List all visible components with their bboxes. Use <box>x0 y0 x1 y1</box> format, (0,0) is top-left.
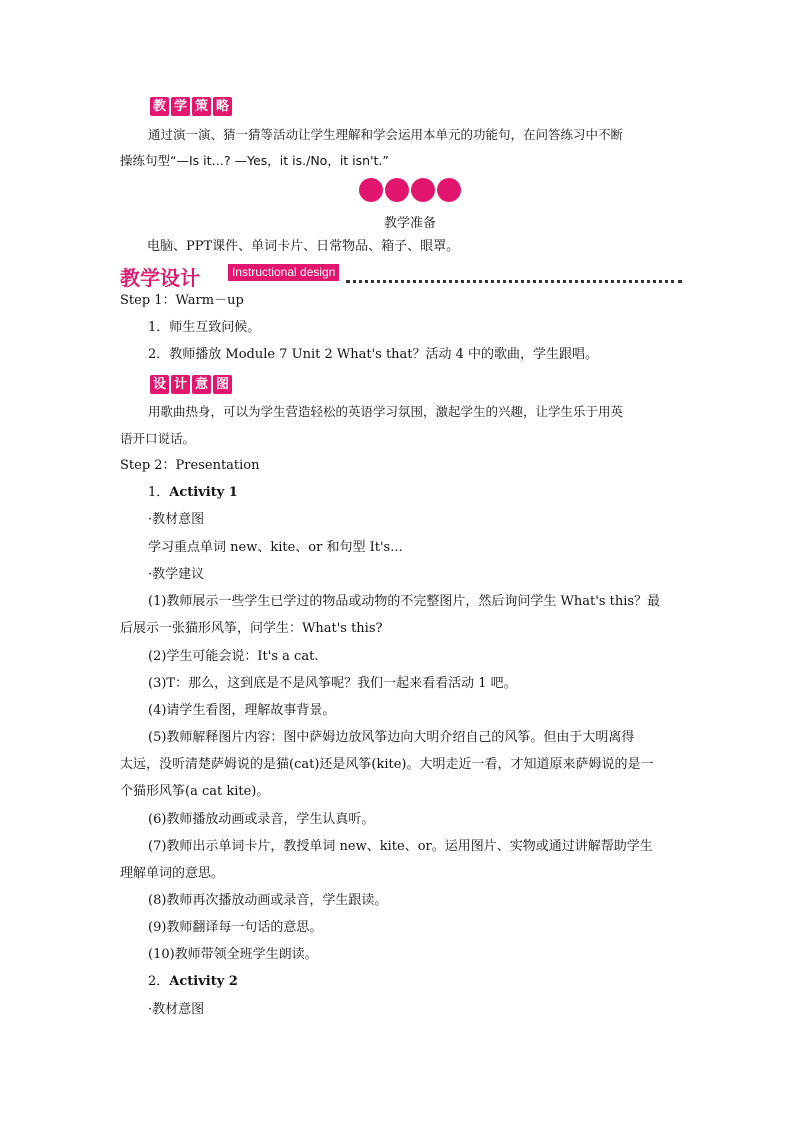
tag-char: 计 <box>171 375 190 394</box>
suggestion-8: (8)教师再次播放动画或录音，学生跟读。 <box>148 893 388 908</box>
suggestion-10: (10)教师带领全班学生朗读。 <box>148 947 318 962</box>
suggestion-9: (9)教师翻译每一句话的意思。 <box>148 920 323 935</box>
intent-line-1: 用歌曲热身，可以为学生营造轻松的英语学习氛围，激起学生的兴趣，让学生乐于用英 <box>148 404 624 419</box>
tag-char: 设 <box>150 375 169 394</box>
suggestion-4: (4)请学生看图，理解故事背景。 <box>148 703 336 718</box>
tag-char: 教 <box>150 97 169 116</box>
prep-text: 电脑、PPT课件、单词卡片、日常物品、箱子、眼罩。 <box>147 239 460 254</box>
suggestion-5a: (5)教师解释图片内容：图中萨姆边放风筝边向大明介绍自己的风筝。但由于大明离得 <box>148 730 635 745</box>
intent-line-2: 语开口说话。 <box>120 431 196 446</box>
tag-char: 图 <box>213 375 232 394</box>
step1-item-1: 1．师生互致问候。 <box>148 320 261 335</box>
tag-char: 意 <box>192 375 211 394</box>
step1-title: Step 1：Warm－up <box>120 293 244 308</box>
suggestion-2: (2)学生可能会说：It's a cat. <box>148 649 319 664</box>
heading-divider <box>346 280 682 283</box>
activity-number: 1． <box>148 485 170 500</box>
strategy-line-2: 操练句型“—Is it…? —Yes，it is./No，it isn't.” <box>120 153 389 168</box>
material-intent-text: 学习重点单词 new、kite、or 和句型 It's... <box>148 540 403 555</box>
suggestion-5c: 个猫形风筝(a cat kite)。 <box>120 784 270 799</box>
suggestion-6: (6)教师播放动画或录音，学生认真听。 <box>148 812 375 827</box>
tag-char: 学 <box>171 97 190 116</box>
strategy-line-1: 通过演一演、猜一猜等活动让学生理解和学会运用本单元的功能句，在问答练习中不断 <box>148 127 624 142</box>
step1-item-2: 2．教师播放 Module 7 Unit 2 What's that？活动 4 中的歌曲，学生跟唱。 <box>148 347 599 362</box>
suggestion-7b: 理解单词的意思。 <box>120 866 225 881</box>
activity-label: Activity 1 <box>169 485 238 500</box>
suggestion-5b: 太远，没听清楚萨姆说的是猫(cat)还是风筝(kite)。大明走近一看，才知道原来萨姆说的是一 <box>120 757 654 772</box>
teaching-suggestion-label: ·教学建议 <box>148 567 205 582</box>
tag-char: 策 <box>192 97 211 116</box>
suggestion-1b: 后展示一张猫形风筝，问学生：What's this? <box>120 621 383 636</box>
tag-char: 略 <box>213 97 232 116</box>
intent-tag <box>150 375 232 395</box>
design-heading-en: Instructional design <box>228 264 339 281</box>
suggestion-7a: (7)教师出示单词卡片，教授单词 new、kite、or。运用图片、实物或通过讲解帮助学生 <box>148 839 653 854</box>
step2-title: Step 2：Presentation <box>120 458 260 473</box>
prep-title: 教学准备 <box>384 216 437 231</box>
activity-label: Activity 2 <box>169 974 238 989</box>
design-heading: 教学设计 <box>120 266 200 290</box>
decorative-dots-icon <box>357 176 463 204</box>
suggestion-1a: (1)教师展示一些学生已学过的物品或动物的不完整图片，然后询问学生 What's this？最 <box>148 594 661 609</box>
suggestion-3: (3)T：那么，这到底是不是风筝呢？我们一起来看看活动 1 吧。 <box>148 676 517 691</box>
material-intent-label-2: ·教材意图 <box>148 1002 205 1017</box>
activity-number: 2． <box>148 974 170 989</box>
activity1-heading <box>148 484 238 502</box>
material-intent-label: ·教材意图 <box>148 512 205 527</box>
strategy-tag <box>150 97 232 117</box>
activity2-heading <box>148 973 238 991</box>
